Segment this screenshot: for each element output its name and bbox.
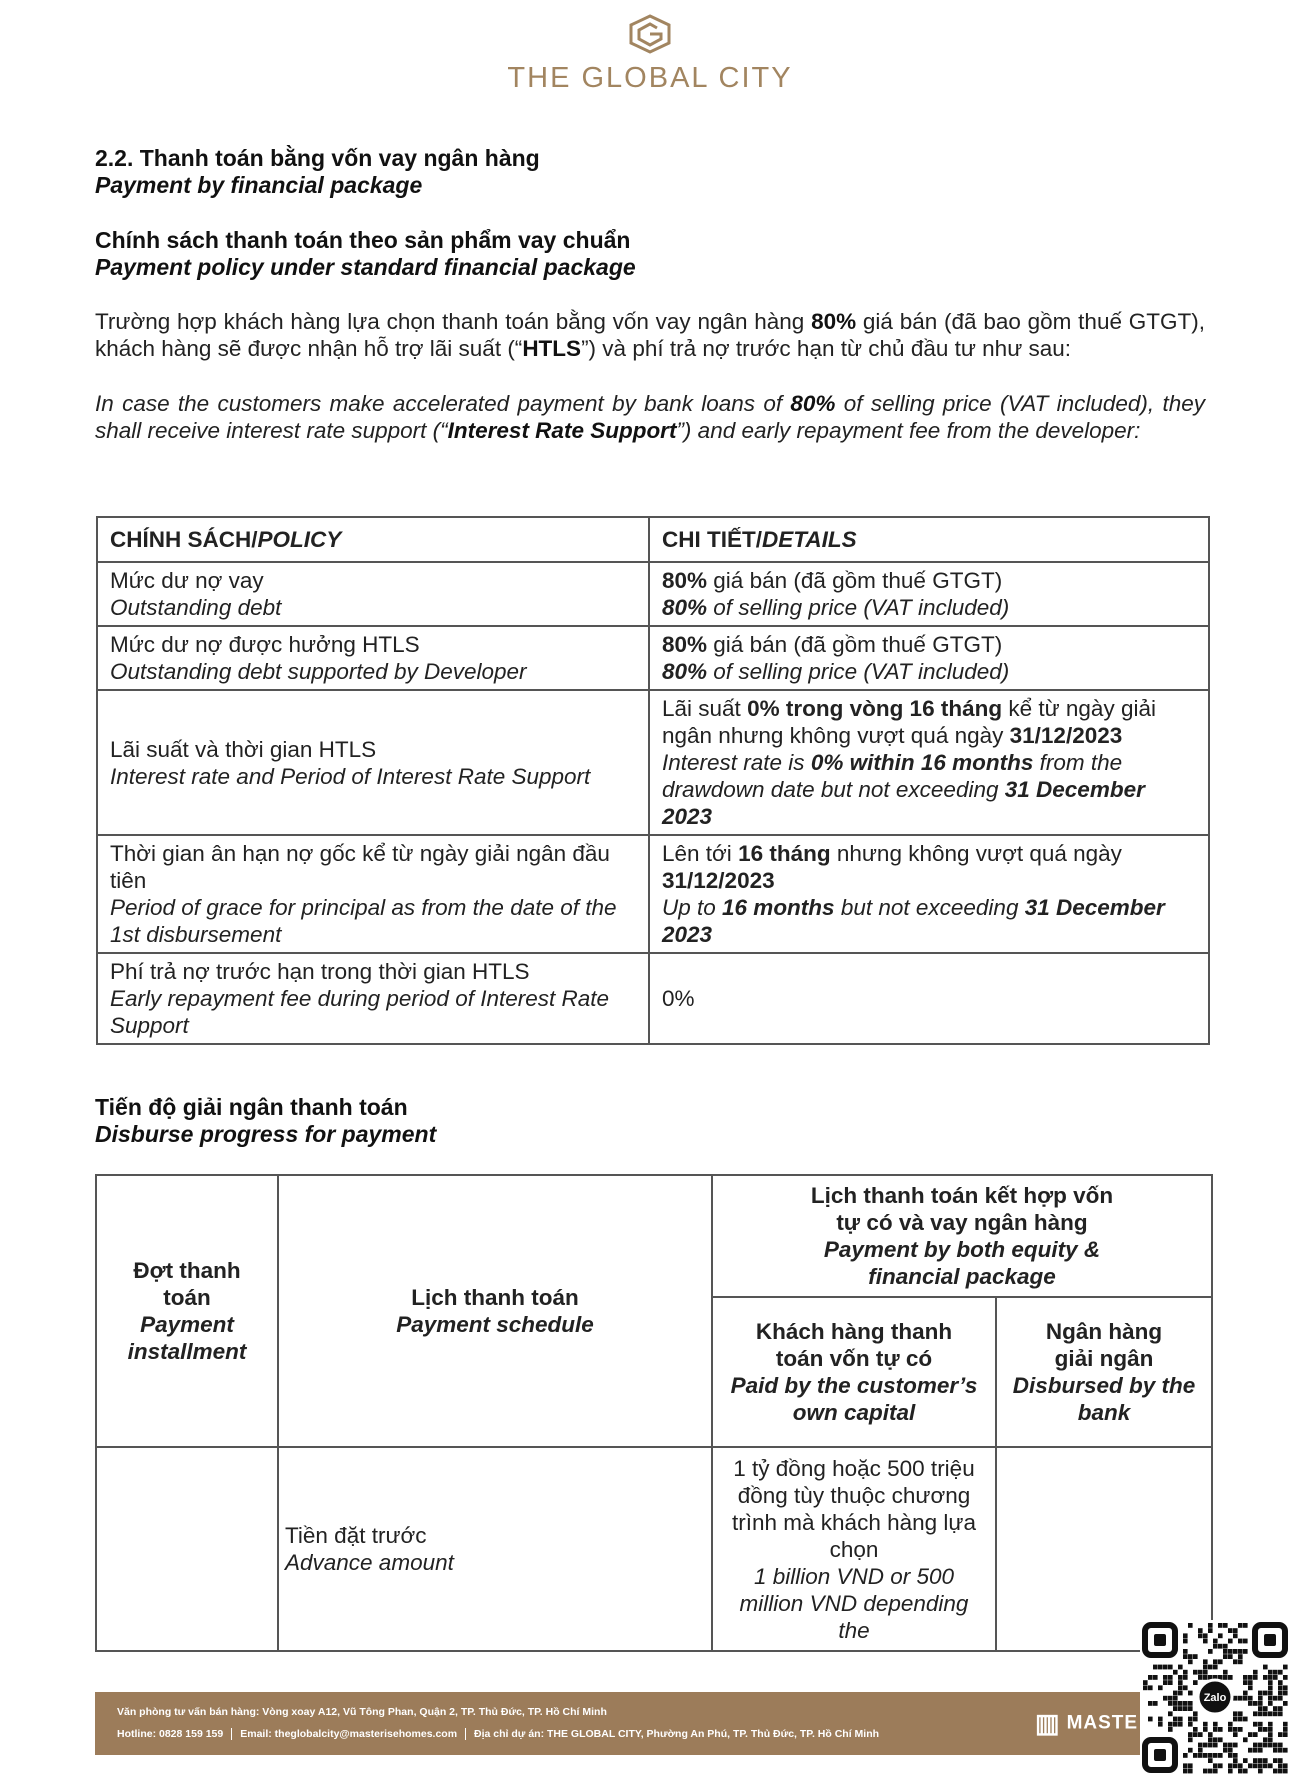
- col-installment-header: Đợt thanh toán Payment installment: [96, 1175, 278, 1447]
- footer-office: Văn phòng tư vấn bán hàng: Vòng xoay A12, Vũ Tông Phan, Quận 2, TP. Thủ Đức, TP. Hồ Chí Minh: [117, 1706, 607, 1718]
- disburse-title-vn: Tiến độ giải ngân thanh toán: [95, 1094, 408, 1120]
- section-title-vn: 2.2. Thanh toán bằng vốn vay ngân hàng: [95, 145, 540, 171]
- footer-contacts: Hotline: 0828 159 159 Email: theglobalcity@masterisehomes.com Địa chỉ dự án: THE GLOBAL CITY, Phường An Phú, TP. Thủ Đức, TP. Hồ Chí Minh: [117, 1728, 880, 1740]
- disburse-title-en: Disburse progress for payment: [95, 1121, 437, 1147]
- col-group-header: Lịch thanh toán kết hợp vốn tự có và vay ngân hàng Payment by both equity & financial package: [712, 1175, 1212, 1297]
- policy-title-vn: Chính sách thanh toán theo sản phẩm vay chuẩn: [95, 227, 631, 253]
- table-row: Thời gian ân hạn nợ gốc kể từ ngày giải ngân đầu tiên Period of grace for principal as from the date of the 1st disbursement Lên tới 16 tháng nhưng không vượt quá ngày 31/12/2023 Up to 16 months but not exceeding 31 December 2023: [97, 835, 1209, 953]
- policy-table: [96, 516, 1210, 1045]
- table-row: Mức dư nợ vay Outstanding debt 80% giá bán (đã gồm thuế GTGT) 80% of selling price (VAT included): [97, 562, 1209, 626]
- footer-band: [95, 1692, 1140, 1755]
- col-schedule-header: Lịch thanh toán Payment schedule: [278, 1175, 712, 1447]
- table-row: Lãi suất và thời gian HTLS Interest rate and Period of Interest Rate Support Lãi suất 0% trong vòng 16 tháng kể từ ngày giải ngân nhưng không vượt quá ngày 31/12/2023 Interest rate is 0% within 16 months from the drawdown date but not exceeding 31 December 2023: [97, 690, 1209, 835]
- header-details: CHI TIẾT/DETAILS: [649, 517, 1209, 562]
- policy-table-header: [97, 517, 1209, 562]
- table-row: Phí trả nợ trước hạn trong thời gian HTLS Early repayment fee during period of Interest Rate Support 0%: [97, 953, 1209, 1044]
- col-customer-header: Khách hàng thanh toán vốn tự có Paid by the customer’s own capital: [712, 1297, 996, 1447]
- masterise-logo-icon: ▥: [1035, 1708, 1061, 1738]
- policy-title-en: Payment policy under standard financial package: [95, 254, 636, 280]
- intro-paragraph-en: In case the customers make accelerated payment by bank loans of 80% of selling price (VAT included), they shall receive interest rate support (“Interest Rate Support”) and early repayment fee from the developer:: [95, 391, 1205, 443]
- section-title-en: Payment by financial package: [95, 172, 423, 198]
- gc-logo-icon: [626, 14, 674, 54]
- intro-paragraph-vn: Trường hợp khách hàng lựa chọn thanh toán bằng vốn vay ngân hàng 80% giá bán (đã bao gồm thuế GTGT), khách hàng sẽ được nhận hỗ trợ lãi suất (“HTLS”) và phí trả nợ trước hạn từ chủ đầu tư như sau:: [95, 309, 1205, 361]
- table-row: Mức dư nợ được hưởng HTLS Outstanding debt supported by Developer 80% giá bán (đã gồm thuế GTGT) 80% of selling price (VAT included): [97, 626, 1209, 690]
- table-row: Tiền đặt trước Advance amount 1 tỷ đồng hoặc 500 triệu đồng tùy thuộc chương trình mà khách hàng lựa chọn 1 billion VND or 500 million VND depending the: [96, 1447, 1212, 1651]
- masterise-logo: ▥ MASTE: [1035, 1708, 1139, 1738]
- col-bank-header: Ngân hàng giải ngân Disbursed by the bank: [996, 1297, 1212, 1447]
- schedule-table: [95, 1174, 1213, 1652]
- brand-title: THE GLOBAL CITY: [507, 62, 793, 94]
- header-policy: CHÍNH SÁCH/POLICY: [97, 517, 649, 562]
- qr-code-icon[interactable]: [1140, 1620, 1290, 1775]
- zalo-label: Zalo: [1203, 1692, 1227, 1704]
